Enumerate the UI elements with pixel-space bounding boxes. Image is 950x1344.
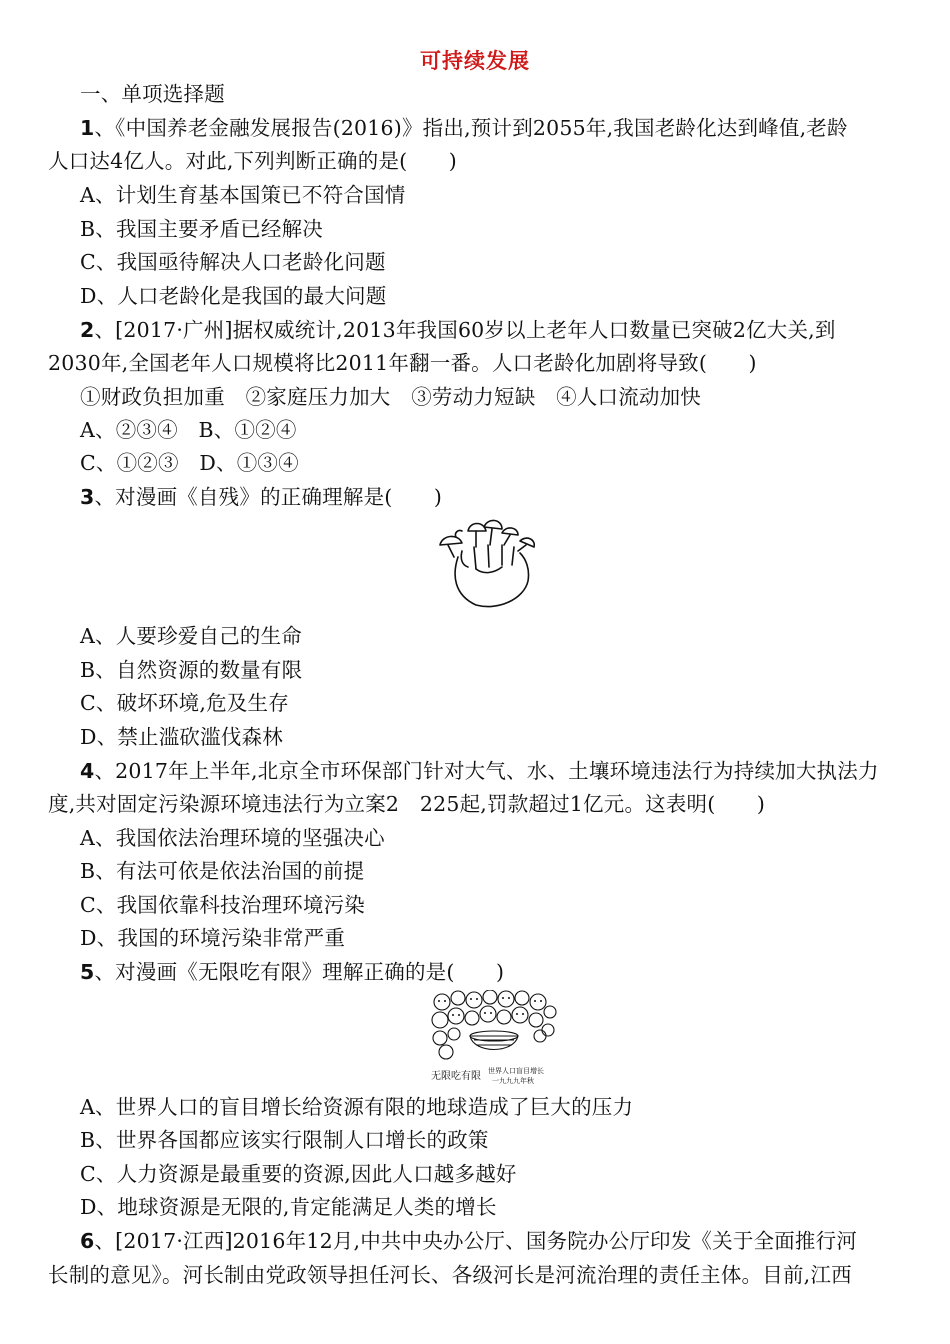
question-5-option-b: B、世界各国都应该实行限制人口增长的政策 [80,1128,489,1152]
cartoon-self-harm-hand [432,515,550,609]
question-1-line-2: 人口达4亿人。对此,下列判断正确的是( ) [48,149,457,173]
question-6-line-2: 长制的意见》。河长制由党政领导担任河长、各级河长是河流治理的责任主体。目前,江西 [48,1263,852,1287]
question-number: 6 [80,1229,95,1253]
question-6-line-1 [80,1227,940,1255]
question-3-option-a: A、人要珍爱自己的生命 [80,624,303,648]
question-4-option-c: C、我国依靠科技治理环境污染 [80,893,365,917]
question-4-option-d: D、我国的环境污染非常严重 [80,926,346,950]
question-text: 、[2017·广州]据权威统计,2013年我国60岁以上老年人口数量已突破2亿大关,到 [94,318,836,342]
question-3-option-b: B、自然资源的数量有限 [80,658,303,682]
question-number: 5 [80,960,95,984]
question-1-line-1 [80,114,940,142]
question-4-option-a: A、我国依法治理环境的坚强决心 [80,826,385,850]
question-1-option-d: D、人口老龄化是我国的最大问题 [80,284,387,308]
question-5-line-1 [80,958,940,986]
cartoon-caption-date: 一九九九年秋 [492,1077,534,1085]
question-4-option-b: B、有法可依是依法治国的前提 [80,859,365,883]
question-number: 1 [80,116,95,140]
question-2-line-2: 2030年,全国老年人口规模将比2011年翻一番。人口老龄化加剧将导致( ) [48,351,757,375]
question-5-option-d: D、地球资源是无限的,肯定能满足人类的增长 [80,1195,497,1219]
question-5-option-c: C、人力资源是最重要的资源,因此人口越多越好 [80,1162,517,1186]
question-text: 、对漫画《自残》的正确理解是( ) [94,485,443,509]
question-number: 3 [80,485,95,509]
question-4-line-2: 度,共对固定污染源环境违法行为立案2 225起,罚款超过1亿元。这表明( ) [48,792,766,816]
question-1-option-b: B、我国主要矛盾已经解决 [80,217,323,241]
question-3-line-1 [80,483,940,511]
document-title: 可持续发展 [420,49,530,73]
question-1-option-a: A、计划生育基本国策已不符合国情 [80,183,406,207]
question-4-line-1 [80,757,940,785]
question-2-options-ab: A、②③④ B、①②④ [80,418,297,442]
question-text: 、[2017·江西]2016年12月,中共中央办公厅、国务院办公厅印发《关于全面推行河 [94,1229,858,1253]
question-text: 、《中国养老金融发展报告(2016)》指出,预计到2055年,我国老龄化达到峰值,老龄 [94,116,848,140]
question-3-option-d: D、禁止滥砍滥伐森林 [80,725,283,749]
section-heading: 一、单项选择题 [80,82,225,106]
question-2-statements: ①财政负担加重 ②家庭压力加大 ③劳动力短缺 ④人口流动加快 [80,385,701,409]
question-number: 4 [80,759,95,783]
cartoon-unlimited-eats-limited [430,990,558,1064]
cartoon-caption-subtitle: 世界人口盲目增长 [488,1067,544,1075]
question-number: 2 [80,318,95,342]
question-2-line-1 [80,316,940,344]
question-5-option-a: A、世界人口的盲目增长给资源有限的地球造成了巨大的压力 [80,1095,634,1119]
question-2-options-cd: C、①②③ D、①③④ [80,451,299,475]
question-1-option-c: C、我国亟待解决人口老龄化问题 [80,250,386,274]
question-text: 、对漫画《无限吃有限》理解正确的是( ) [94,960,505,984]
cartoon-caption-title: 无限吃有限 [431,1071,481,1082]
question-3-option-c: C、破坏环境,危及生存 [80,691,289,715]
question-text: 、2017年上半年,北京全市环保部门针对大气、水、土壤环境违法行为持续加大执法力 [94,759,879,783]
